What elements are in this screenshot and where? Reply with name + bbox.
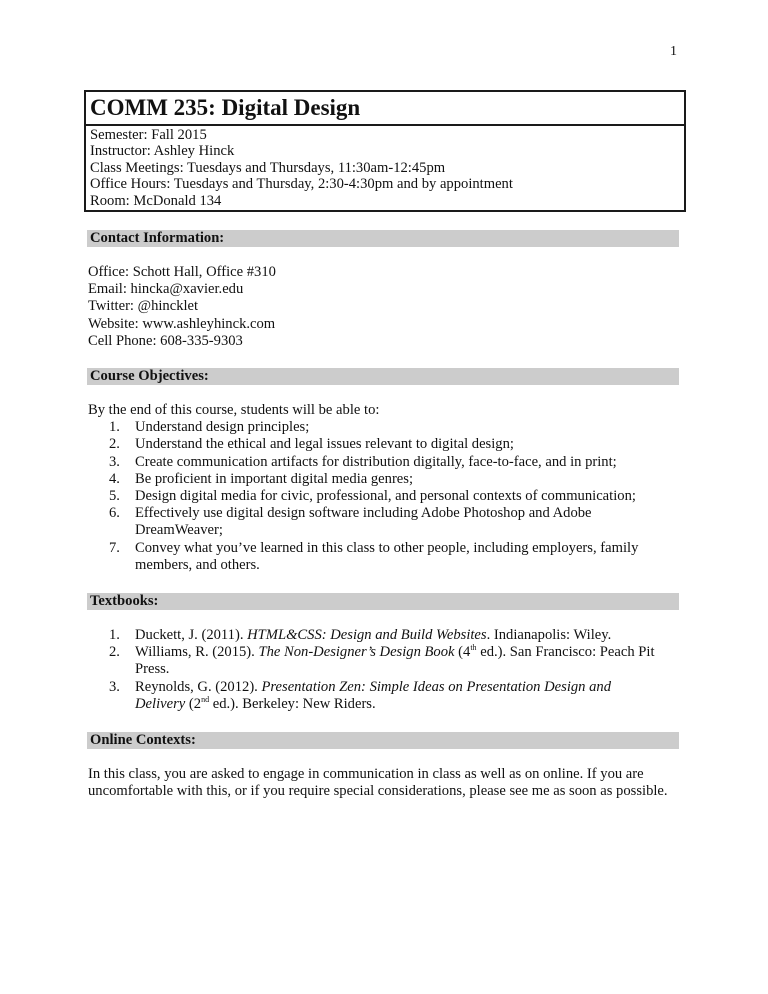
objective-item: 2. Understand the ethical and legal issues relevant to digital design; [109, 436, 514, 453]
section-heading-objectives: Course Objectives: [87, 368, 679, 385]
twitter-line: Twitter: @hincklet [88, 298, 199, 315]
page-number: 1 [670, 44, 677, 59]
objective-item: 5. Design digital media for civic, professional, and personal contexts of communication; [109, 488, 636, 505]
objectives-intro: By the end of this course, students will be able to: [88, 402, 380, 418]
objective-item: 4. Be proficient in important digital media genres; [109, 470, 414, 487]
online-paragraph [88, 766, 668, 800]
textbooks-block [88, 627, 688, 713]
room-line: Room: McDonald 134 [90, 192, 222, 209]
objective-item: 6. Effectively use digital design software including Adobe Photoshop and Adobe DreamWeaver; [109, 505, 592, 539]
website-line: Website: www.ashleyhinck.com [88, 315, 276, 332]
class-meetings-line: Class Meetings: Tuesdays and Thursdays, 11:30am-12:45pm [90, 159, 446, 176]
textbook-item: 1. Duckett, J. (2011). HTML&CSS: Design and Build Websites. Indianapolis: Wiley. [109, 627, 612, 643]
section-heading-contact: Contact Information: [87, 230, 679, 247]
objective-item: 3. Create communication artifacts for distribution digitally, face-to-face, and in print; [109, 453, 617, 470]
contact-info [88, 264, 688, 350]
office-line: Office: Schott Hall, Office #310 [88, 264, 276, 280]
objectives-list [88, 419, 688, 574]
email-line: Email: hincka@xavier.edu [88, 281, 244, 298]
book-title: HTML&CSS: Design and Build Websites [247, 627, 487, 643]
instructor-line: Instructor: Ashley Hinck [90, 143, 235, 160]
course-header-box [84, 90, 686, 212]
book-title: The Non-Designer’s Design Book [258, 644, 455, 661]
section-heading-textbooks: Textbooks: [87, 593, 679, 610]
textbooks-list [88, 627, 688, 713]
objective-item: 7. Convey what you’ve learned in this class to other people, including employers, family members, and others. [109, 539, 639, 573]
textbook-item: 2. Williams, R. (2015). The Non-Designer’s Design Book (4th ed.). San Francisco: Peach Pit Press. [109, 643, 655, 678]
office-hours-line: Office Hours: Tuesdays and Thursday, 2:30-4:30pm and by appointment [90, 176, 513, 193]
course-title: COMM 235: Digital Design [86, 92, 684, 126]
objective-item: 1. Understand design principles; [109, 419, 310, 436]
course-meta [86, 126, 684, 210]
online-text: In this class, you are asked to engage in communication in class as well as on online. If you are uncomfortable with this, or if you require special considerations, please see me as soon as possible. [88, 766, 668, 800]
cell-phone-line: Cell Phone: 608-335-9303 [88, 332, 243, 349]
textbook-item: 3. Reynolds, G. (2012). Presentation Zen: Simple Ideas on Presentation Design and Delivery (2nd ed.). Berkeley: New Riders. [109, 678, 612, 712]
section-heading-online: Online Contexts: [87, 732, 679, 749]
semester-line: Semester: Fall 2015 [90, 127, 207, 143]
book-title: Presentation Zen: Simple Ideas on Presentation Design and Delivery [135, 678, 612, 712]
objectives-block [88, 402, 688, 574]
